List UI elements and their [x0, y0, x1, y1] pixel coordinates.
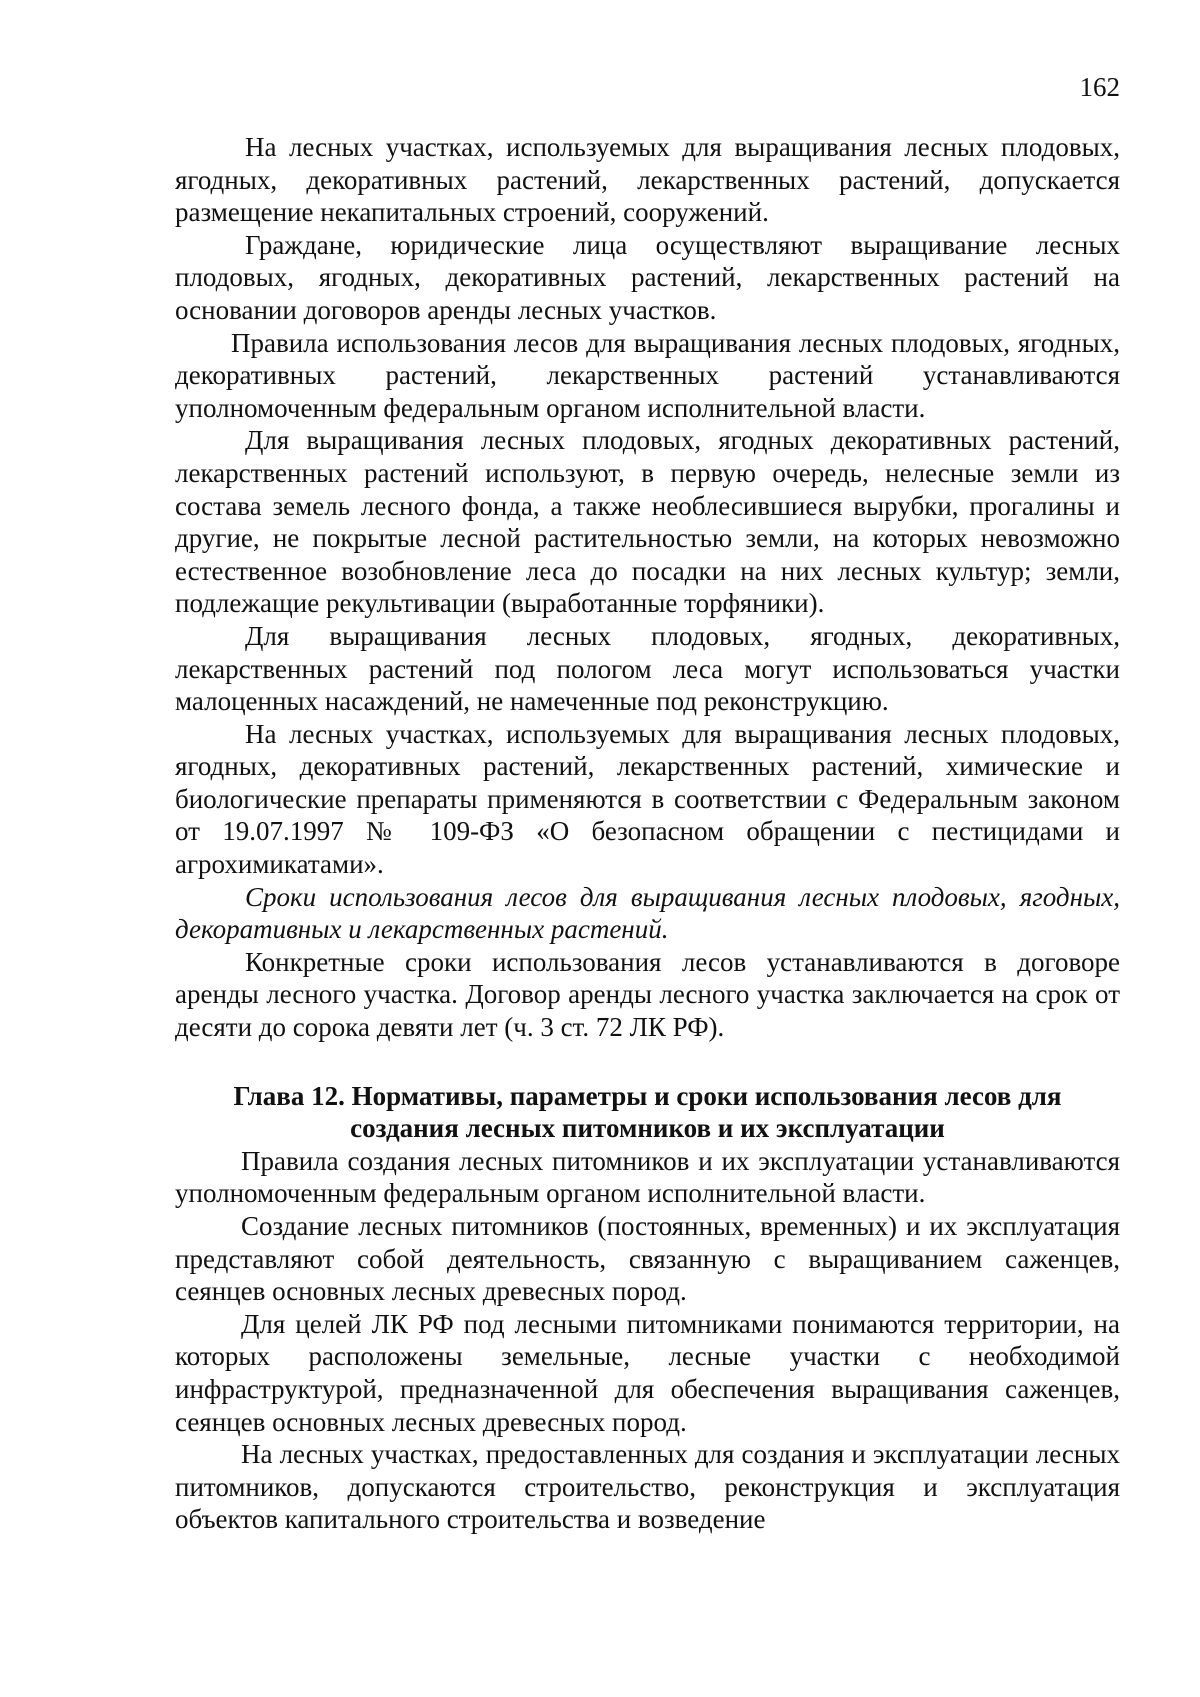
paragraph-nursery-construction: На лесных участках, предоставленных для создания и эксплуатации лесных питомников, допускаются строительство, реконструкция и эксплуатация объектов капитального строительства и возведение — [175, 1439, 1120, 1535]
paragraph-nursery-territories: Для целей ЛК РФ под лесными питомниками понимаются территории, на которых расположены земельные, лесные участки с необходимой инфраструктурой, предназначенной для обеспечения выращивания саженцев, сеянцев основных лесных древесных пород. — [175, 1308, 1120, 1437]
chapter-12-title — [175, 1080, 1120, 1145]
paragraph-land-selection: Для выращивания лесных плодовых, ягодных декоративных растений, лекарственных растений используют, в первую очередь, нелесные земли из состава земель лесного фонда, а также необлесившиеся вырубки, прогалины и другие, не покрытые лесной растительностью земли, на которых невозможно естественное возобновление леса до посадки на них лесных культур; земли, подлежащие рекультивации (выработанные торфяники). — [175, 425, 1120, 619]
paragraph-nursery-rules: Правила создания лесных питомников и их эксплуатации устанавливаются уполномоченным федеральным органом исполнительной власти. — [175, 1145, 1120, 1209]
page-body — [175, 131, 1120, 1536]
subheading-usage-terms: Сроки использования лесов для выращивания лесных плодовых, ягодных, декоративных и лекарственных растений. — [175, 881, 1120, 945]
paragraph-lease-basis: Граждане, юридические лица осуществляют выращивание лесных плодовых, ягодных, декоративных растений, лекарственных растений на основании договоров аренды лесных участков. — [175, 229, 1120, 325]
paragraph-lease-terms: Конкретные сроки использования лесов устанавливаются в договоре аренды лесного участка. Договор аренды лесного участка заключается на срок от десяти до сорока девяти лет (ч. 3 ст. 72 ЛК РФ). — [175, 946, 1120, 1043]
chapter-title-line-2: создания лесных питомников и их эксплуатации — [350, 1113, 945, 1144]
paragraph-under-canopy: Для выращивания лесных плодовых, ягодных, декоративных, лекарственных растений под пологом леса могут использоваться участки малоценных насаждений, не намеченные под реконструкцию. — [175, 620, 1120, 717]
paragraph-chemicals: На лесных участках, используемых для выращивания лесных плодовых, ягодных, декоративных растений, лекарственных растений, химические и биологические препараты применяются в соответствии с Федеральным законом от 19.07.1997 № 109-ФЗ «О безопасном обращении с пестицидами и агрохимикатами». — [175, 718, 1120, 880]
paragraph-nursery-definition: Создание лесных питомников (постоянных, временных) и их эксплуатация представляют собой деятельность, связанную с выращиванием саженцев, сеянцев основных лесных древесных пород. — [175, 1211, 1120, 1307]
paragraph-usage-rules: Правила использования лесов для выращивания лесных плодовых, ягодных, декоративных растений, лекарственных растений устанавливаются уполномоченным федеральным органом исполнительной власти. — [175, 327, 1120, 423]
paragraph-nonpermanent-structures: На лесных участках, используемых для выращивания лесных плодовых, ягодных, декоративных растений, лекарственных растений, допускается размещение некапитальных строений, сооружений. — [175, 132, 1120, 228]
chapter-title-line-1: Глава 12. Нормативы, параметры и сроки использования лесов для — [233, 1080, 1062, 1111]
page-number: 162 — [1079, 72, 1120, 102]
